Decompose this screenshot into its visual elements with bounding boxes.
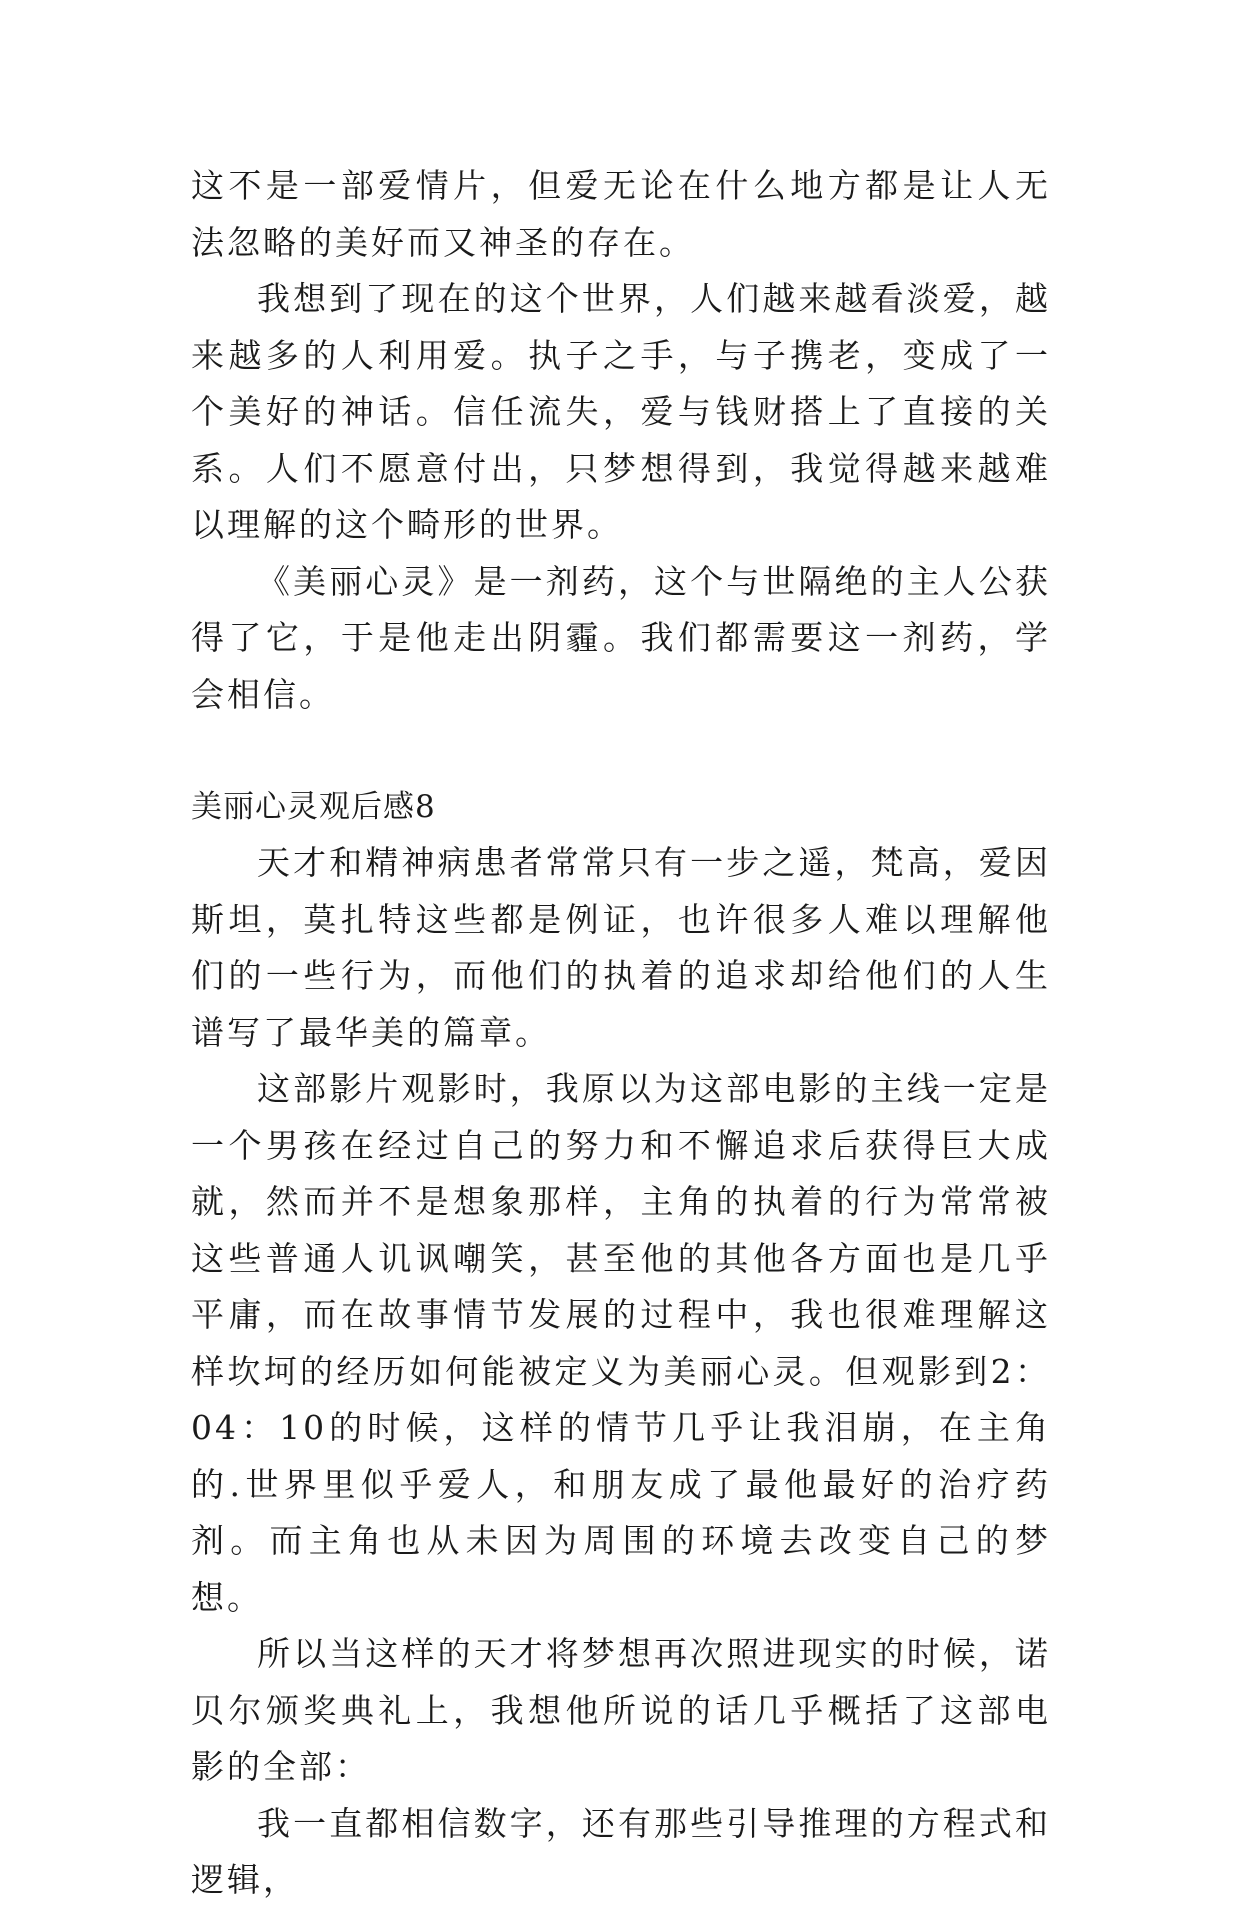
paragraph: 《美丽心灵》是一剂药，这个与世隔绝的主人公获得了它，于是他走出阴霾。我们都需要这一剂药，学会相信。 [191,561,1051,714]
paragraph: 所以当这样的天才将梦想再次照进现实的时候，诺贝尔颁奖典礼上，我想他所说的话几乎概括了这部电影的全部： [191,1634,1051,1786]
paragraph: 我一直都相信数字，还有那些引导推理的方程式和逻辑， [191,1803,1051,1899]
paragraph: 天才和精神病患者常常只有一步之遥，梵高，爱因斯坦，莫扎特这些都是例证，也许很多人难以理解他们的一些行为，而他们的执着的追求却给他们的人生谱写了最华美的篇章。 [191,843,1051,1052]
section-spacer [191,723,1051,779]
paragraph: 这部影片观影时，我原以为这部电影的主线一定是一个男孩在经过自己的努力和不懈追求后获得巨大成就，然而并不是想象那样，主角的执着的行为常常被这些普通人讥讽嘲笑，甚至他的其他各方面也是几乎平庸，而在故事情节发展的过程中，我也很难理解这样坎坷的经历如何能被定义为美丽心灵。但观影到2：04：10的时候，这样的情节几乎让我泪崩，在主角的.世界里似乎爱人，和朋友成了最他最好的治疗药剂。而主角也从未因为周围的环境去改变自己的梦想。 [191,1069,1051,1617]
paragraph: 我想到了现在的这个世界，人们越来越看淡爱，越来越多的人利用爱。执子之手，与子携老，变成了一个美好的神话。信任流失，爱与钱财搭上了直接的关系。人们不愿意付出，只梦想得到，我觉得越来越难以理解的这个畸形的世界。 [191,279,1051,544]
paragraph: 这不是一部爱情片，但爱无论在什么地方都是让人无法忽略的美好而又神圣的存在。 [191,166,1051,262]
section-heading: 美丽心灵观后感8 [191,789,436,825]
document-body [191,158,1051,1909]
